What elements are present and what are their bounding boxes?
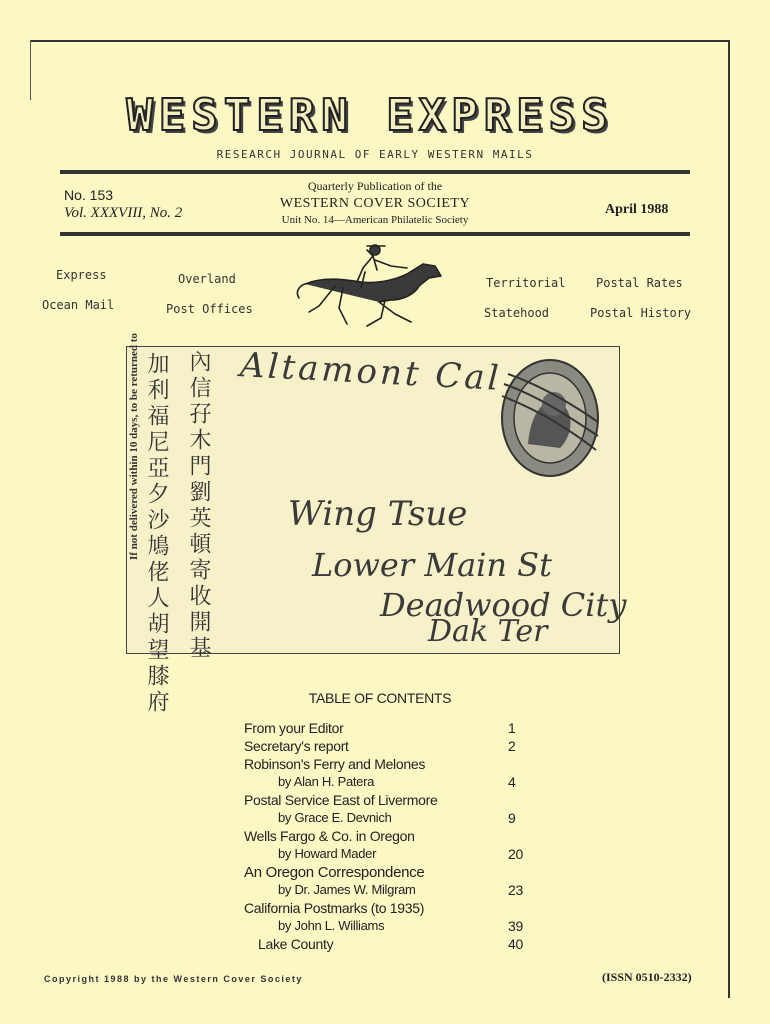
toc-entry-title: An Oregon Correspondence: [244, 864, 425, 881]
copyright-notice: Copyright 1988 by the Western Cover Society: [44, 974, 303, 984]
toc-entry[interactable]: [244, 756, 544, 774]
toc-entry[interactable]: [244, 936, 544, 954]
page-border-left: [30, 40, 31, 100]
toc-entry-title: by Alan H. Patera: [278, 774, 375, 789]
category-statehood: Statehood: [484, 306, 550, 320]
toc-entry-title: California Postmarks (to 1935): [244, 900, 425, 916]
toc-entry-title: From your Editor: [244, 720, 344, 736]
issue-info: [64, 186, 182, 222]
toc-entry-page: 39: [508, 918, 523, 934]
toc-entry-title: Robinson's Ferry and Melones: [244, 756, 426, 772]
toc-entry-author[interactable]: [244, 846, 544, 864]
toc-entry-page: 40: [508, 936, 523, 952]
cover-return-notice: If not delivered within 10 days, to be returned to: [128, 333, 140, 560]
toc-entry[interactable]: [244, 720, 544, 738]
bottom-rule: [60, 232, 690, 236]
toc-entry-title: by John L. Williams: [278, 918, 385, 933]
address-line-2: Lower Main St: [312, 546, 552, 584]
cover-postmark: Altamont Cal: [239, 345, 503, 399]
issue-number: No. 153: [64, 187, 114, 203]
toc-entry-author[interactable]: [244, 882, 544, 900]
toc-entry-title: by Howard Mader: [278, 846, 377, 861]
toc-entry[interactable]: [244, 828, 544, 846]
issue-date: April 1988: [605, 202, 669, 217]
toc-entry-title: Lake County: [258, 936, 334, 952]
toc-entry-title: Postal Service East of Livermore: [244, 792, 438, 808]
cover-chinese-text-right: 內信孖木門劉英頓寄收開基: [186, 350, 211, 662]
top-rule: [60, 170, 690, 174]
toc-entry-author[interactable]: [244, 810, 544, 828]
category-postal-history: Postal History: [590, 306, 692, 320]
category-post-offices: Post Offices: [166, 302, 253, 316]
toc-entry-title: Secretary's report: [244, 738, 349, 754]
category-postal-rates: Postal Rates: [596, 276, 683, 290]
toc-entry-page: 2: [508, 738, 516, 754]
cover-chinese-text-left: 加利福尼亞夕沙鳩佬人胡望膝府: [144, 352, 169, 716]
toc-entry[interactable]: [244, 792, 544, 810]
category-ocean-mail: Ocean Mail: [42, 298, 115, 312]
postage-stamp-icon: [498, 356, 602, 480]
toc-entry-author[interactable]: [244, 918, 544, 936]
category-overland: Overland: [178, 272, 236, 286]
toc-title: TABLE OF CONTENTS: [308, 690, 452, 706]
issn-number: (ISSN 0510-2332): [602, 970, 692, 984]
publication-line-3: Unit No. 14—American Philatelic Society: [281, 214, 469, 226]
toc-entry-title: Wells Fargo & Co. in Oregon: [244, 828, 415, 844]
table-of-contents: [244, 720, 544, 954]
address-line-4: Dak Ter: [428, 614, 548, 649]
toc-entry-page: 23: [508, 882, 523, 898]
masthead-title: WESTERN EXPRESS: [126, 90, 614, 141]
toc-entry-page: 9: [508, 810, 516, 826]
address-line-1: Wing Tsue: [288, 494, 468, 534]
toc-entry[interactable]: [244, 864, 544, 882]
toc-entry[interactable]: [244, 738, 544, 756]
toc-entry-page: 20: [508, 846, 523, 862]
address-line-3: Deadwood City: [380, 586, 627, 624]
toc-entry-title: by Grace E. Devnich: [278, 810, 392, 825]
toc-entry-author[interactable]: [244, 774, 544, 792]
toc-entry-page: 1: [508, 720, 516, 736]
toc-entry[interactable]: [244, 900, 544, 918]
pony-express-rider-icon: [295, 242, 465, 332]
publication-line-2: WESTERN COVER SOCIETY: [279, 196, 471, 211]
category-territorial: Territorial: [486, 276, 566, 290]
masthead-subtitle: RESEARCH JOURNAL OF EARLY WESTERN MAILS: [216, 148, 534, 161]
category-express: Express: [56, 268, 107, 282]
publication-line-1: Quarterly Publication of the: [307, 179, 443, 193]
toc-entry-page: 4: [508, 774, 516, 790]
toc-entry-title: by Dr. James W. Milgram: [278, 882, 416, 897]
publication-info: [255, 178, 495, 229]
issue-volume: Vol. XXXVIII, No. 2: [64, 205, 183, 221]
